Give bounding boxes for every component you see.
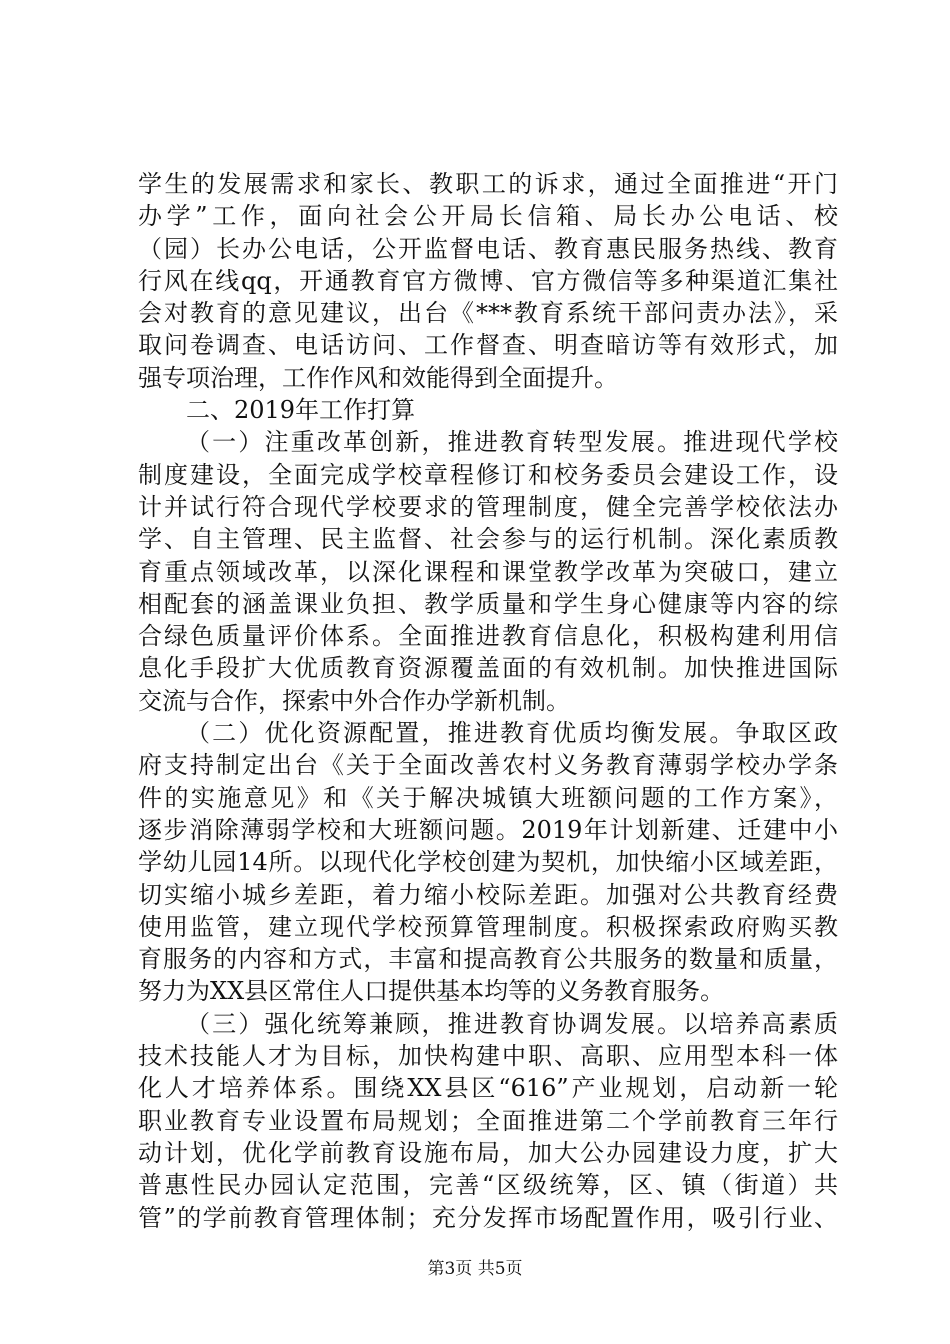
text-line: 强专项治理，工作作风和效能得到全面提升。 — [138, 363, 618, 392]
text-line: 逐步消除薄弱学校和大班额问题。2019年计划新建、迁建中小 — [138, 815, 838, 844]
text-line: 办学”工作，面向社会公开局长信箱、局长办公电话、校 — [138, 202, 838, 231]
paragraph-start: （三）强化统筹兼顾，推进教育协调发展。以培养高素质 — [186, 1009, 838, 1038]
text-line: 动计划，优化学前教育设施布局，加大公办园建设力度，扩大 — [138, 1138, 838, 1167]
text-line: 使用监管，建立现代学校预算管理制度。积极探索政府购买教 — [138, 912, 838, 941]
text-line: 制度建设，全面完成学校章程修订和校务委员会建设工作，设 — [138, 460, 838, 489]
text-line: 化人才培养体系。围绕XX县区“616”产业规划，启动新一轮 — [138, 1074, 838, 1103]
text-line: 普惠性民办园认定范围，完善“区级统筹，区、镇（街道）共 — [138, 1171, 838, 1200]
text-line: 学、自主管理、民主监督、社会参与的运行机制。深化素质教 — [138, 525, 838, 554]
text-line: 切实缩小城乡差距，着力缩小校际差距。加强对公共教育经费 — [138, 880, 838, 909]
text-line: 会对教育的意见建议，出台《***教育系统干部问责办法》，采 — [138, 299, 838, 328]
text-line: 件的实施意见》和《关于解决城镇大班额问题的工作方案》， — [138, 783, 838, 812]
text-line: （园）长办公电话，公开监督电话、教育惠民服务热线、教育 — [138, 234, 838, 263]
text-line: 息化手段扩大优质教育资源覆盖面的有效机制。加快推进国际 — [138, 654, 838, 683]
text-line: 学生的发展需求和家长、教职工的诉求，通过全面推进“开门 — [138, 170, 838, 198]
text-line: 技术技能人才为目标，加快构建中职、高职、应用型本科一体 — [138, 1042, 838, 1071]
text-line: 行风在线qq，开通教育官方微博、官方微信等多种渠道汇集社 — [138, 266, 838, 295]
text-line: 取问卷调查、电话访问、工作督查、明查暗访等有效形式，加 — [138, 331, 838, 360]
page-number: 第3页 共5页 — [427, 1259, 523, 1279]
document-body — [138, 168, 838, 1234]
paragraph-start: （一）注重改革创新，推进教育转型发展。推进现代学校 — [186, 428, 838, 457]
text-line: 育重点领域改革，以深化课程和课堂教学改革为突破口，建立 — [138, 557, 838, 586]
text-line: 相配套的涵盖课业负担、教学质量和学生身心健康等内容的综 — [138, 589, 838, 618]
text-line: 合绿色质量评价体系。全面推进教育信息化，积极构建利用信 — [138, 622, 838, 651]
text-line: 管”的学前教育管理体制；充分发挥市场配置作用，吸引行业、 — [138, 1203, 838, 1232]
section-heading: 二、2019年工作打算 — [186, 396, 416, 425]
text-line: 努力为XX县区常住人口提供基本均等的义务教育服务。 — [138, 977, 725, 1006]
text-line: 学幼儿园14所。以现代化学校创建为契机，加快缩小区域差距， — [138, 848, 838, 877]
text-line: 职业教育专业设置布局规划；全面推进第二个学前教育三年行 — [138, 1106, 838, 1135]
text-line: 交流与合作，探索中外合作办学新机制。 — [138, 686, 570, 715]
page-footer — [0, 1258, 950, 1280]
text-line: 府支持制定出台《关于全面改善农村义务教育薄弱学校办学条 — [138, 751, 838, 780]
text-line: 育服务的内容和方式，丰富和提高教育公共服务的数量和质量， — [138, 945, 838, 974]
text-line: 计并试行符合现代学校要求的管理制度，健全完善学校依法办 — [138, 492, 838, 521]
paragraph-start: （二）优化资源配置，推进教育优质均衡发展。争取区政 — [186, 719, 838, 748]
